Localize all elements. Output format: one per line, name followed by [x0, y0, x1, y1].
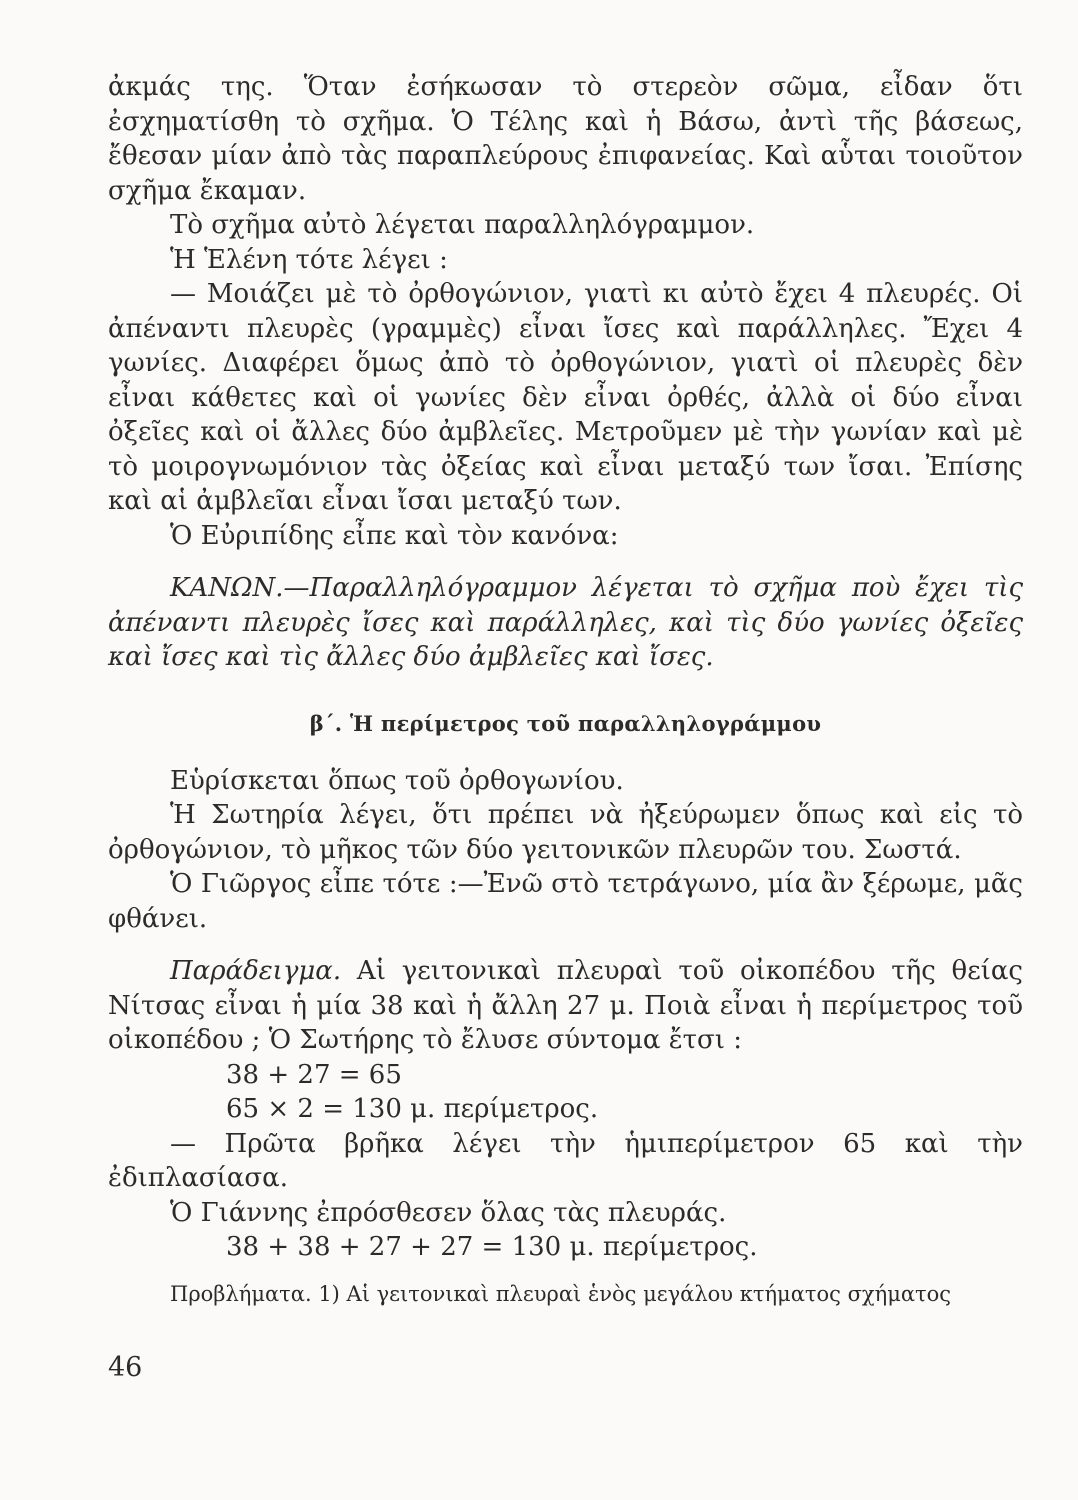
paragraph: — Πρῶτα βρῆκα λέγει τὴν ἡμιπερίμετρον 65 καὶ τὴν ἐδιπλασίασα. — [108, 1128, 1023, 1193]
calculation-line: 38 + 27 = 65 — [226, 1059, 402, 1090]
example-text: Αἱ γειτονικαὶ πλευραὶ τοῦ οἰκοπέδου τῆς θείας Νίτσας εἶναι ἡ μία 38 καὶ ἡ ἄλλη 27 μ. Ποιὰ εἶναι ἡ περίμετρος τοῦ οἰκοπέδου ; Ὁ Σωτήρης τὸ ἔλυσε σύντομα ἔτσι : — [108, 956, 1023, 1055]
paragraph: Τὸ σχῆμα αὐτὸ λέγεται παραλληλόγραμμον. — [170, 210, 755, 240]
rule-definition: ΚΑΝΩΝ.—Παραλληλόγραμμον λέγεται τὸ σχῆμα ποὺ ἔχει τὶς ἀπέναντι πλευρὲς ἴσες καὶ παράλληλες, καὶ τὶς δύο γωνίες ὀξεῖες καὶ ἴσες καὶ τὶς ἄλλες δύο ἀμβλεῖες καὶ ἴσες. — [108, 573, 1023, 672]
paragraph: Ἡ Σωτηρία λέγει, ὅτι πρέπει νὰ ἠξεύρωμεν ὅπως καὶ εἰς τὸ ὀρθογώνιον, τὸ μῆκος τῶν δύο γειτονικῶν πλευρῶν του. Σωστά. — [108, 800, 1023, 865]
problems-heading: Προβλήματα. 1) Αἱ γειτονικαὶ πλευραὶ ἑνὸς μεγάλου κτήματος σχήματος — [170, 1281, 952, 1306]
paragraph: Ὁ Εὐριπίδης εἶπε καὶ τὸν κανόνα: — [170, 520, 619, 551]
page-number: 46 — [108, 1352, 143, 1383]
spacer — [108, 936, 1023, 954]
page-body — [108, 70, 1023, 1309]
paragraph: Ἡ Ἑλένη τότε λέγει : — [170, 244, 448, 275]
paragraph: Ὁ Γιῶργος εἶπε τότε :—Ἐνῶ στὸ τετράγωνο, μία ἂν ξέρωμε, μᾶς φθάνει. — [108, 869, 1023, 934]
paragraph: Ὁ Γιάννης ἐπρόσθεσεν ὅλας τὰς πλευράς. — [170, 1197, 727, 1228]
paragraph: — Μοιάζει μὲ τὸ ὀρθογώνιον, γιατὶ κι αὐτὸ ἔχει 4 πλευρές. Οἱ ἀπέναντι πλευρὲς (γραμμὲς) εἶναι ἴσες καὶ παράλληλες. Ἔχει 4 γωνίες. Διαφέρει ὅμως ἀπὸ τὸ ὀρθογώνιον, γιατὶ οἱ πλευρὲς δὲν εἶναι κάθετες καὶ οἱ γωνίες δὲν εἶναι ὀρθές, ἀλλὰ οἱ δύο εἶναι ὀξεῖες καὶ οἱ ἄλλες δύο ἀμβλεῖες. Μετροῦμεν μὲ τὴν γωνίαν καὶ μὲ τὸ μοιρογνωμόνιον τὰς ὀξείας καὶ εἶναι μεταξύ των ἴσαι. Ἐπίσης καὶ αἱ ἀμβλεῖαι εἶναι ἴσαι μεταξύ των. — [108, 279, 1023, 516]
calculation-line: 38 + 38 + 27 + 27 = 130 μ. περίμετρος. — [226, 1232, 758, 1262]
paragraph: ἀκμάς της. Ὅταν ἐσήκωσαν τὸ στερεὸν σῶμα, εἶδαν ὅτι ἐσχηματίσθη τὸ σχῆμα. Ὁ Τέλης καὶ ἡ Βάσω, ἀντὶ τῆς βάσεως, ἔθεσαν μίαν ἀπὸ τὰς παραπλεύρους ἐπιφανείας. Καὶ αὗται τοιοῦτον σχῆμα ἔκαμαν. — [108, 72, 1023, 206]
example-label: Παράδειγμα. — [170, 956, 342, 986]
example-paragraph — [108, 954, 1023, 1058]
calculation-line: 65 × 2 = 130 μ. περίμετρος. — [226, 1094, 599, 1124]
section-heading: β΄. Ἡ περίμετρος τοῦ παραλληλογράμμου — [309, 710, 822, 736]
paragraph: Εὑρίσκεται ὅπως τοῦ ὀρθογωνίου. — [170, 765, 624, 796]
